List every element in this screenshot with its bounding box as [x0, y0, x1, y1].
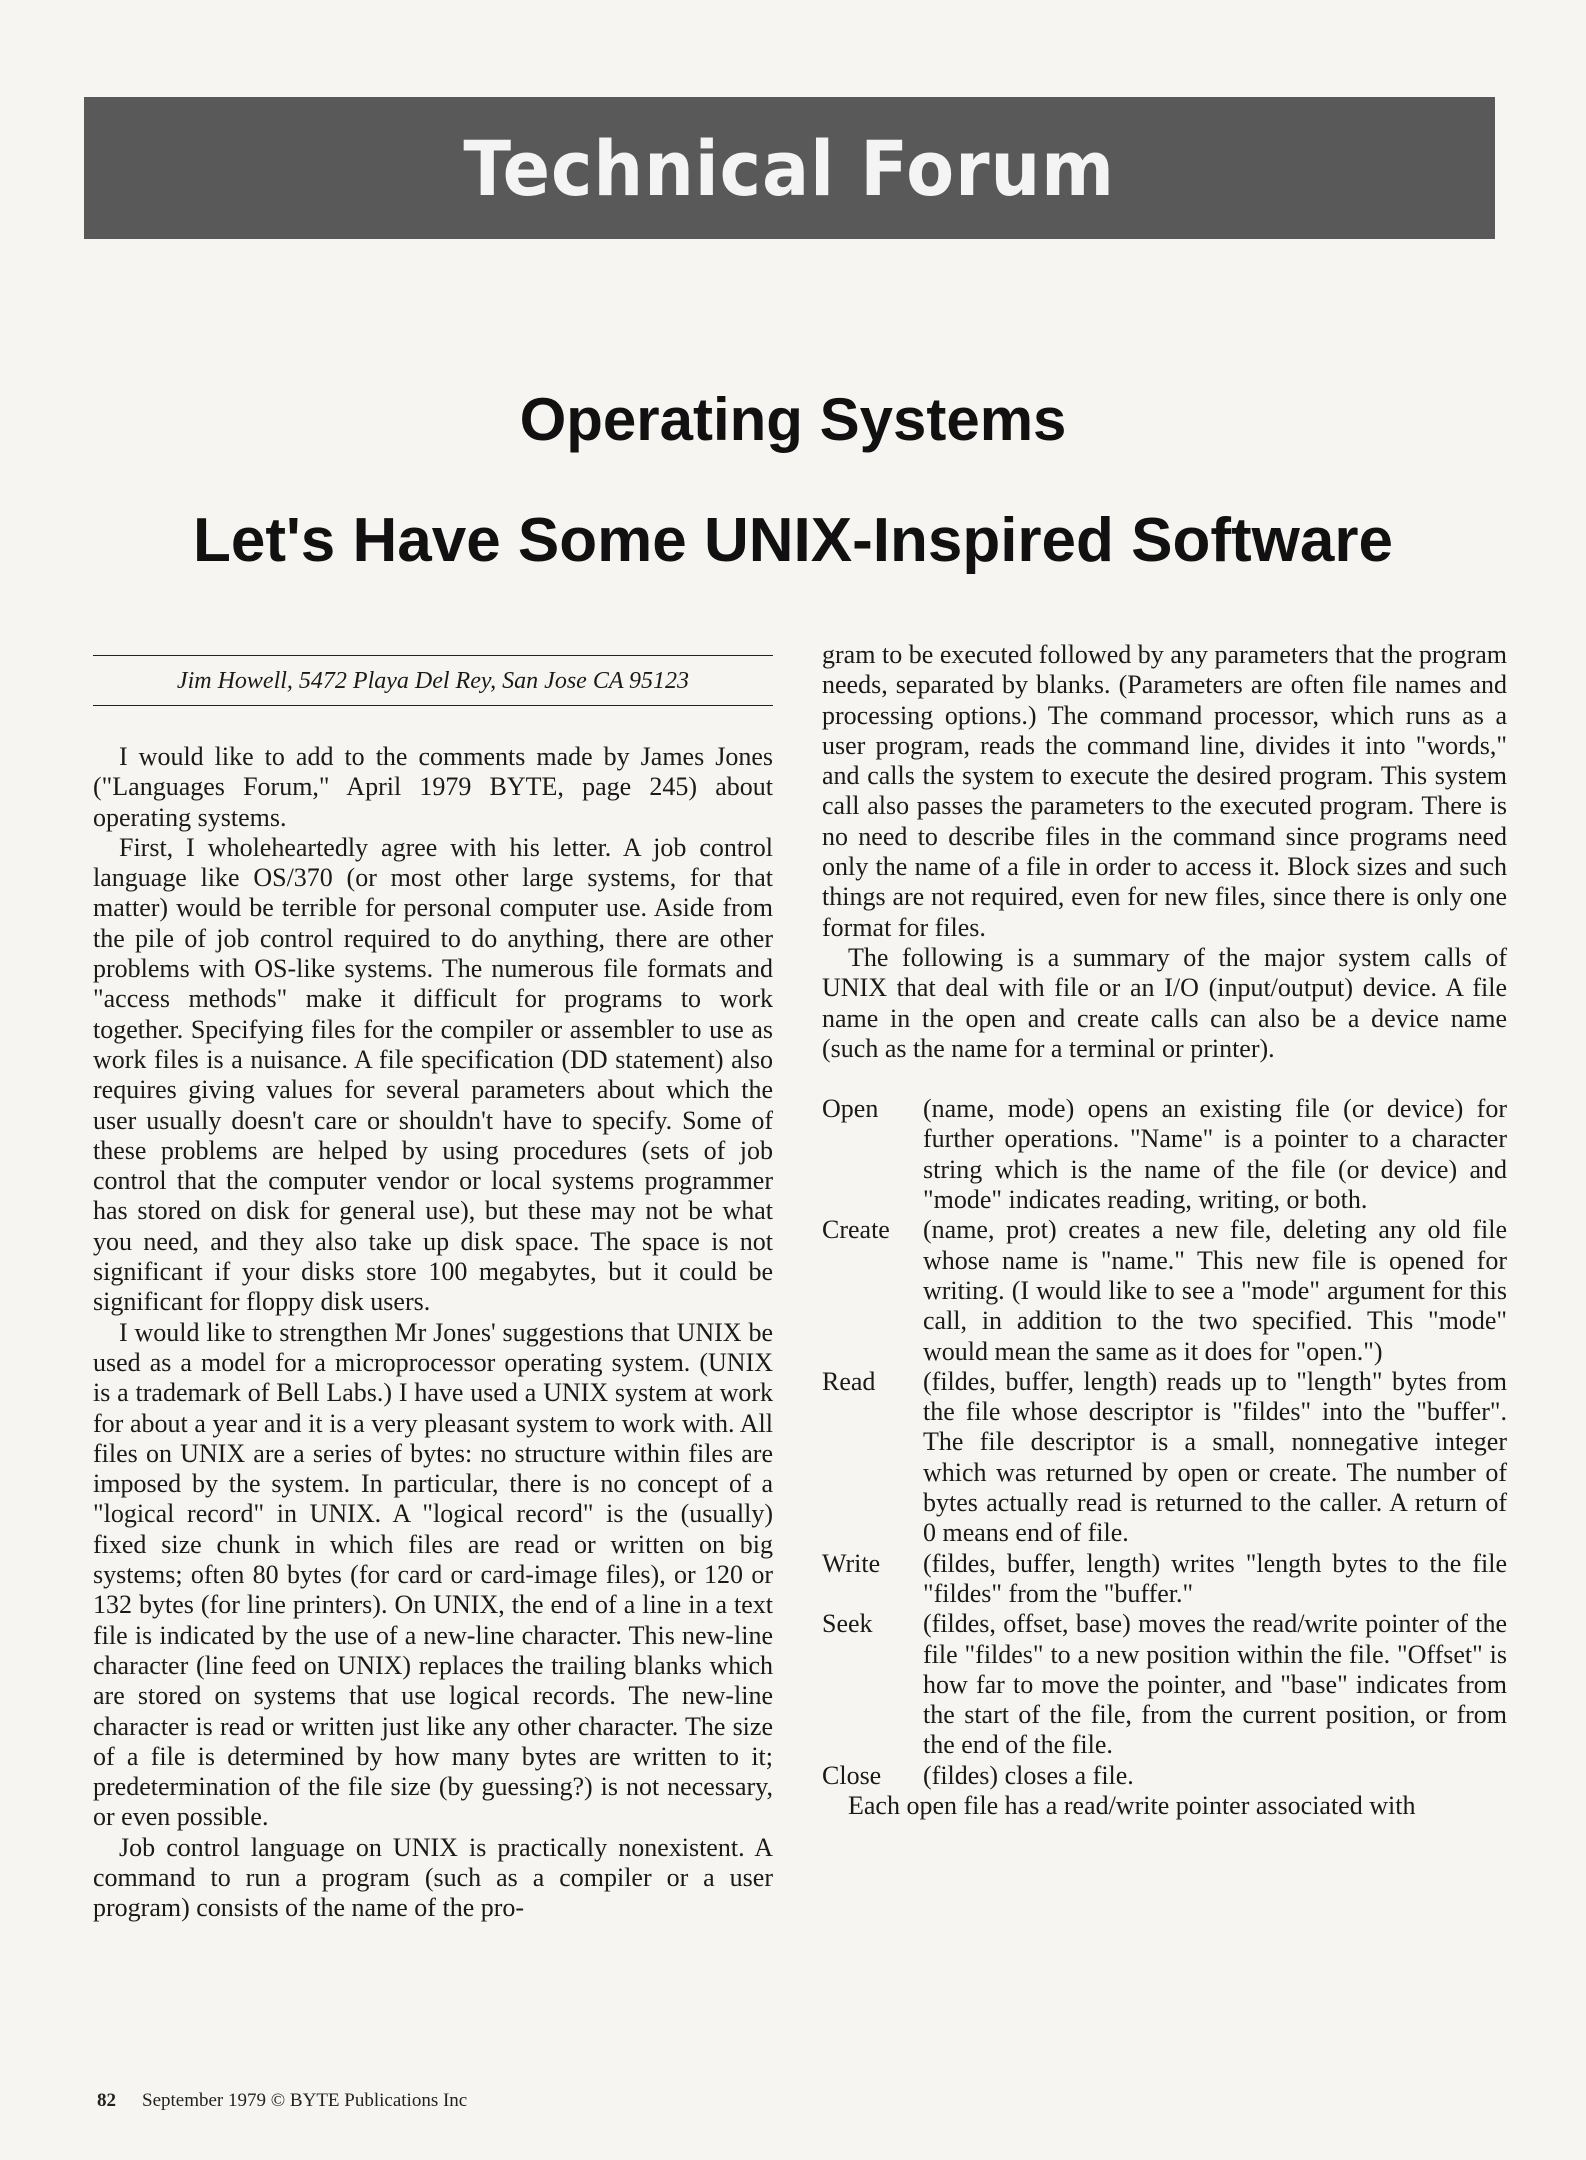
system-call-name: Open — [822, 1094, 879, 1124]
system-call-name: Create — [822, 1215, 890, 1245]
byline: Jim Howell, 5472 Playa Del Rey, San Jose CA 95123 — [176, 668, 690, 694]
system-call-item — [822, 1215, 1507, 1366]
page-footer — [97, 2090, 467, 2112]
system-call-description: (fildes, buffer, length) reads up to "length" bytes from the file whose descriptor is "fildes" into the "buffer". The file descriptor is a small, nonnegative integer which was returned by open or create. The number of bytes actually read is returned to the caller. A return of 0 means end of file. — [923, 1366, 1507, 1548]
paragraph: I would like to strengthen Mr Jones' suggestions that UNIX be used as a model for a microprocessor operating system. (UNIX is a trademark of Bell Labs.) I have used a UNIX system at work for about a year and it is a very pleasant system to work with. All files on UNIX are a series of bytes: no structure within files are imposed by the system. In particular, there is no concept of a "logical record" in UNIX. A "logical record" is the (usually) fixed size chunk in which files are read or written on big systems; often 80 bytes (for card or card-image files), or 120 or 132 bytes (for line printers). On UNIX, the end of a line in a text file is indicated by the use of a new-line character. This new-line character (line feed on UNIX) replaces the trailing blanks which are stored on systems that use logical records. The new-line character is read or written just like any other character. The size of a file is determined by how many bytes are written to it; predetermination of the file size (by guessing?) is not necessary, or even possible. — [93, 1317, 773, 1832]
system-call-item — [822, 1549, 1507, 1610]
left-column — [93, 655, 773, 1924]
paragraph: Each open file has a read/write pointer associated with — [848, 1790, 1416, 1820]
paragraph: First, I wholeheartedly agree with his letter. A job control language like OS/370 (or most other large systems, for that matter) would be terrible for personal computer use. Aside from the pile of job control required to do anything, there are other problems with OS-like systems. The numerous file formats and "access methods" make it difficult for programs to work together. Specifying files for the compiler or assembler to use as work files is a nuisance. A file specification (DD statement) also requires giving values for several parameters about which the user usually doesn't care or shouldn't have to specify. Some of these problems are helped by using procedures (sets of job control that the computer vendor or local systems programmer has stored on disk for general use), but these may not be what you need, and they also take up disk space. The space is not significant if your disks store 100 megabytes, but it could be significant for floppy disk users. — [93, 832, 773, 1317]
system-call-item — [822, 1367, 1507, 1549]
page-number: 82 — [97, 2090, 116, 2111]
banner-title: Technical Forum — [463, 123, 1116, 213]
system-call-description: (name, mode) opens an existing file (or device) for further operations. "Name" is a pointer to a character string which is the name of the file (or device) and "mode" indicates reading, writing, or both. — [923, 1094, 1507, 1215]
system-call-item — [822, 1761, 1507, 1791]
article-subtitle: Let's Have Some UNIX-Inspired Software — [193, 506, 1393, 575]
article-title: Operating Systems — [519, 386, 1067, 453]
system-call-list — [822, 1094, 1507, 1791]
publication-credit: September 1979 © BYTE Publications Inc — [142, 2090, 468, 2111]
section-banner — [84, 97, 1495, 239]
system-call-name: Read — [822, 1366, 876, 1396]
system-call-description: (fildes, buffer, length) writes "length bytes to the file "fildes" from the "buffer." — [923, 1548, 1507, 1608]
system-call-name: Seek — [822, 1609, 873, 1639]
system-call-description: (name, prot) creates a new file, deleting any old file whose name is "name." This new file is opened for writing. (I would like to see a "mode" argument for this call, in addition to the two specified. This "mode" would mean the same as it does for "open.") — [923, 1215, 1507, 1366]
paragraph: Job control language on UNIX is practically nonexistent. A command to run a program (such as a compiler or a user program) consists of the name of the pro- — [93, 1832, 773, 1923]
system-call-description: (fildes) closes a file. — [923, 1760, 1134, 1790]
paragraph: The following is a summary of the major system calls of UNIX that deal with file or an I/O (input/output) device. A file name in the open and create calls can also be a device name (such as the name for a terminal or printer). — [822, 942, 1507, 1063]
system-call-name: Close — [822, 1760, 882, 1790]
system-call-item — [822, 1609, 1507, 1760]
system-call-description: (fildes, offset, base) moves the read/write pointer of the file "fildes" to a new position within the file. "Offset" is how far to move the pointer, and "base" indicates from the start of the file, from the current position, or from the end of the file. — [923, 1609, 1507, 1760]
system-call-name: Write — [822, 1548, 881, 1578]
right-column — [822, 640, 1507, 1821]
system-call-item — [822, 1094, 1507, 1215]
paragraph: I would like to add to the comments made by James Jones ("Languages Forum," April 1979 BYTE, page 245) about operating systems. — [93, 742, 773, 832]
paragraph: gram to be executed followed by any parameters that the program needs, separated by blanks. (Parameters are often file names and processing options.) The command processor, which runs as a user program, reads the command line, divides it into "words," and calls the system to execute the desired program. This system call also passes the parameters to the executed program. There is no need to describe files in the command since programs need only the name of a file in order to access it. Block sizes and such things are not required, even for new files, since there is only one format for files. — [822, 640, 1507, 942]
byline-rule-top — [93, 655, 773, 656]
